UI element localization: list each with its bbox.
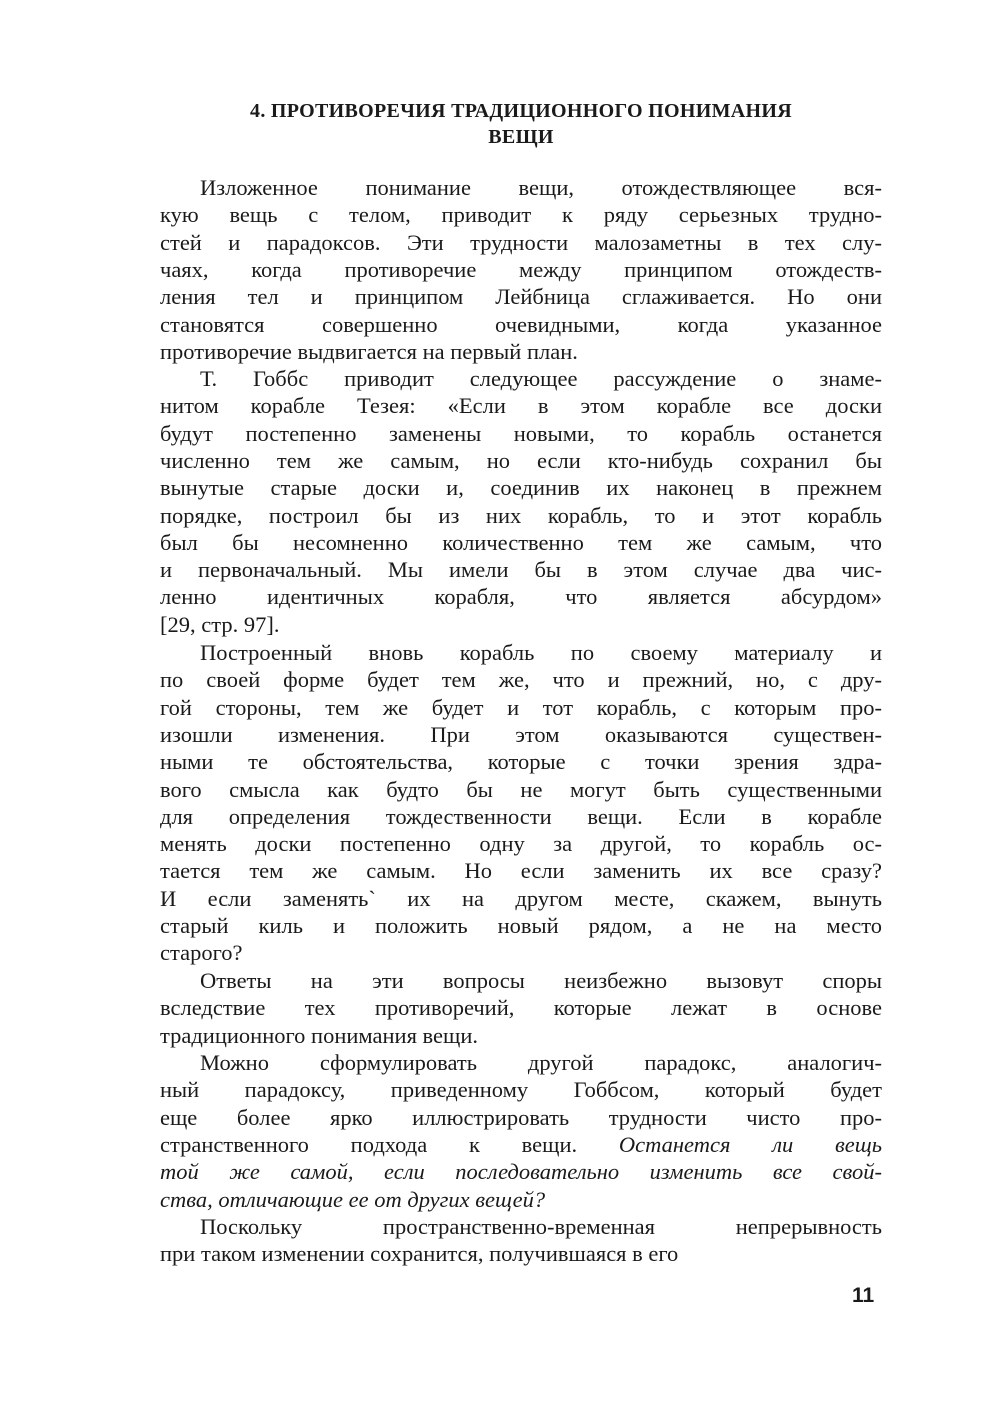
- text-line: [160, 283, 882, 310]
- text-line: [160, 967, 882, 994]
- text-segment: чаях, когда противоречие между принципом отождеств-: [160, 256, 882, 282]
- text-segment: при таком изменении сохранится, получившаяся в его: [160, 1241, 679, 1267]
- text-line: [160, 1104, 882, 1131]
- text-segment: вынутые старые доски и, соединив их наконец в прежнем: [160, 475, 882, 501]
- italic-text: той же самой, если последовательно изменить все свой-: [160, 1159, 882, 1185]
- text-segment: вого смысла как будто бы не могут быть существенными: [160, 776, 882, 802]
- text-segment: нитом корабле Тезея: «Если в этом корабле все доски: [160, 393, 882, 419]
- text-segment: для определения тождественности вещи. Если в корабле: [160, 803, 882, 829]
- text-line: [160, 639, 882, 666]
- text-line: [160, 939, 882, 966]
- text-segment: традиционного понимания вещи.: [160, 1022, 479, 1048]
- text-segment: ленно идентичных корабля, что является абсурдом»: [160, 584, 882, 610]
- text-segment: противоречие выдвигается на первый план.: [160, 338, 578, 364]
- text-segment: менять доски постепенно одну за другой, то корабль ос-: [160, 831, 882, 857]
- text-line: [160, 776, 882, 803]
- text-segment: Построенный вновь корабль по своему материалу и: [200, 640, 882, 665]
- text-segment: Ответы на эти вопросы неизбежно вызовут споры: [200, 968, 882, 993]
- page-number: 11: [852, 1284, 875, 1307]
- text-line: [160, 1240, 882, 1267]
- text-line: [160, 556, 882, 583]
- text-line: [160, 830, 882, 857]
- text-segment: ления тел и принципом Лейбница сглаживается. Но они: [160, 284, 882, 310]
- text-segment: по своей форме будет тем же, что и прежний, но, с дру-: [160, 667, 882, 693]
- text-line: [160, 1022, 882, 1049]
- section-heading: 4. ПРОТИВОРЕЧИЯ ТРАДИЦИОННОГО ПОНИМАНИЯ: [250, 100, 792, 122]
- text-segment: тается тем же самым. Но если заменить их все сразу?: [160, 858, 882, 884]
- text-line: [160, 694, 882, 721]
- text-line: [160, 803, 882, 830]
- text-segment: Можно сформулировать другой парадокс, аналогич-: [200, 1050, 882, 1075]
- text-line: [160, 365, 882, 392]
- text-segment: ный парадоксу, приведенному Гоббсом, который будет: [160, 1077, 882, 1103]
- text-line: [160, 1158, 882, 1185]
- text-line: [160, 447, 882, 474]
- text-line: [160, 666, 882, 693]
- italic-text: Останется ли вещь: [618, 1131, 883, 1157]
- text-line: [160, 420, 882, 447]
- text-line: [160, 529, 882, 556]
- text-line: [160, 583, 882, 610]
- text-segment: стей и парадоксов. Эти трудности малозаметны в тех слу-: [160, 229, 882, 255]
- text-segment: старый киль и положить новый рядом, а не на место: [160, 913, 882, 938]
- text-line: [160, 1213, 882, 1240]
- text-segment: ными те обстоятельства, которые с точки зрения здра-: [160, 749, 882, 775]
- text-line: [160, 721, 882, 748]
- text-line: [160, 748, 882, 775]
- italic-text: ства, отличающие ее от других вещей?: [160, 1186, 546, 1212]
- text-segment: будут постепенно заменены новыми, то корабль останется: [160, 420, 882, 446]
- text-line: [160, 1049, 882, 1076]
- text-line: [160, 338, 882, 365]
- text-segment: изошли изменения. При этом оказываются существен-: [160, 721, 882, 747]
- text-segment: старого?: [160, 940, 243, 966]
- text-line: [160, 857, 882, 884]
- text-line: [160, 1186, 882, 1213]
- text-line: [160, 229, 882, 256]
- text-segment: и первоначальный. Мы имели бы в этом случае два чис-: [160, 557, 882, 583]
- text-line: [160, 502, 882, 529]
- text-segment: [29, стр. 97].: [160, 611, 280, 637]
- text-segment: становятся совершенно очевидными, когда указанное: [160, 311, 882, 337]
- text-segment: странственного подхода к вещи.: [160, 1131, 619, 1157]
- text-line: [160, 474, 882, 501]
- text-segment: вследствие тех противоречий, которые лежат в основе: [160, 995, 882, 1021]
- text-segment: Изложенное понимание вещи, отождествляющее вся-: [200, 175, 882, 200]
- text-segment: гой стороны, тем же будет и тот корабль, с которым про-: [160, 694, 882, 720]
- text-line: [160, 912, 882, 939]
- text-line: [160, 611, 882, 638]
- section-heading-continued: ВЕЩИ: [488, 126, 554, 148]
- text-segment: был бы несомненно количественно тем же самым, что: [160, 529, 882, 555]
- text-segment: кую вещь с телом, приводит к ряду серьезных трудно-: [160, 202, 882, 228]
- text-segment: И если заменять` их на другом месте, скажем, вынуть: [160, 885, 882, 911]
- text-line: [160, 1076, 882, 1103]
- text-segment: Т. Гоббс приводит следующее рассуждение о знаме-: [200, 366, 882, 391]
- text-line: [160, 994, 882, 1021]
- text-line: [160, 311, 882, 338]
- text-line: [160, 174, 882, 201]
- text-segment: еще более ярко иллюстрировать трудности чисто про-: [160, 1104, 882, 1130]
- text-line: [160, 885, 882, 912]
- text-segment: порядке, построил бы из них корабль, то и этот корабль: [160, 502, 882, 528]
- text-line: [160, 392, 882, 419]
- text-segment: Поскольку пространственно-временная непрерывность: [200, 1214, 882, 1239]
- text-line: [160, 1131, 882, 1158]
- text-line: [160, 256, 882, 283]
- text-line: [160, 201, 882, 228]
- text-segment: численно тем же самым, но если кто-нибудь сохранил бы: [160, 447, 882, 473]
